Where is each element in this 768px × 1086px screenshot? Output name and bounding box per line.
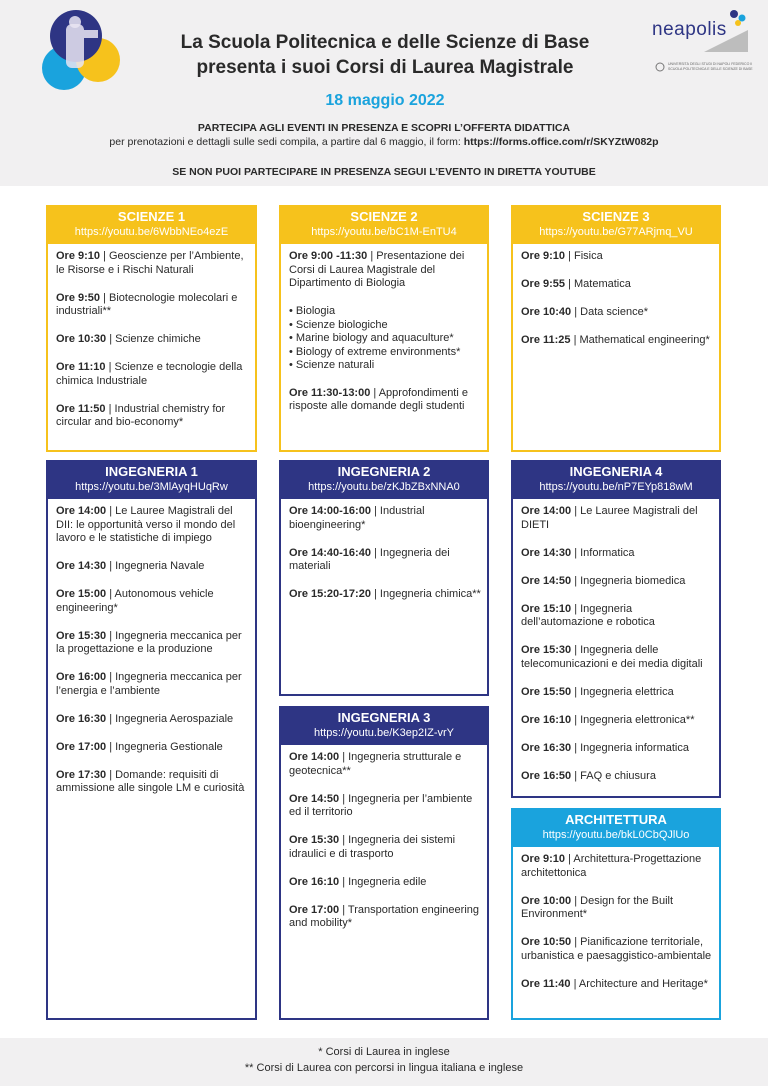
- neapolis-logo: [648, 6, 758, 76]
- schedule-list: [48, 499, 255, 796]
- schedule-item: Ore 14:40-16:40 | Ingegneria dei materiali: [289, 546, 450, 572]
- youtube-link[interactable]: https://youtu.be/bC1M-EnTU4: [311, 226, 457, 238]
- schedule-item: Ore 14:30 | Ingegneria Navale: [56, 560, 205, 572]
- schedule-item: Ore 16:00 | Ingegneria meccanica per l’energia e l’ambiente: [56, 671, 242, 697]
- schedule-item: Ore 14:00 | Le Lauree Magistrali del DIETI: [521, 505, 698, 531]
- registration-text: per prenotazioni e dettagli sulle sedi compila, a partire dal 6 maggio, il form:: [109, 136, 464, 148]
- card-title: INGEGNERIA 4: [569, 464, 663, 479]
- schedule-item: Ore 16:50 | FAQ e chiusura: [521, 769, 656, 782]
- card-title: INGEGNERIA 1: [105, 464, 198, 479]
- schedule-item: Ore 16:30 | Ingegneria informatica: [521, 741, 689, 754]
- card-header: [281, 708, 487, 745]
- schedule-item: Ore 15:30 | Ingegneria delle telecomunicazioni e dei media digitali: [521, 644, 703, 670]
- title-line-2: presenta i suoi Corsi di Laurea Magistrale: [196, 57, 574, 78]
- youtube-link[interactable]: https://youtu.be/6WbbNEo4ezE: [74, 226, 229, 238]
- youtube-live-notice: SE NON PUOI PARTECIPARE IN PRESENZA SEGUI L’EVENTO IN DIRETTA YOUTUBE: [172, 166, 596, 178]
- schedule-item: Ore 9:00 -11:30 | Presentazione dei Corsi di Laurea Magistrale del Dipartimento di Biologia: [289, 250, 465, 289]
- card-title: INGEGNERIA 3: [337, 710, 431, 725]
- schedule-list: [48, 244, 255, 430]
- youtube-link[interactable]: https://youtu.be/3MlAyqHUqRw: [75, 481, 228, 493]
- course-bullet-list: [289, 305, 481, 373]
- schedule-item: Ore 15:10 | Ingegneria dell’automazione e robotica: [521, 602, 655, 628]
- schedule-item: Ore 14:00-16:00 | Industrial bioengineering*: [289, 505, 425, 531]
- schedule-list: [513, 244, 719, 348]
- card-title: SCIENZE 1: [117, 209, 186, 224]
- card-scienze-1: [46, 205, 257, 452]
- youtube-link[interactable]: https://youtu.be/zKJbZBxNNA0: [308, 481, 460, 493]
- schedule-item: Ore 17:30 | Domande: requisiti di ammissione alle singole LM e curiosità: [56, 768, 245, 794]
- schedule-item: Ore 14:30 | Informatica: [521, 546, 635, 559]
- schedule-item: Ore 10:40 | Data science*: [521, 306, 648, 318]
- youtube-link[interactable]: https://youtu.be/G77ARjmq_VU: [539, 226, 693, 238]
- card-ingegneria-4: [511, 460, 721, 798]
- youtube-link[interactable]: https://youtu.be/K3ep2IZ-vrY: [313, 727, 455, 739]
- event-date: 18 maggio 2022: [325, 92, 445, 109]
- card-header: [281, 207, 487, 244]
- schedule-item: Ore 14:00 | Le Lauree Magistrali del DII: le opportunità verso il mondo del lavoro e le statistiche di impiego: [56, 505, 236, 544]
- schedule-item: Ore 16:10 | Ingegneria elettronica**: [521, 713, 695, 726]
- list-item: • Scienze naturali: [289, 359, 481, 373]
- card-header: [281, 462, 487, 499]
- schedule-item: Ore 9:10 | Fisica: [521, 250, 603, 262]
- schedule-list: [281, 244, 487, 414]
- schedule-item: Ore 9:10 | Geoscienze per l’Ambiente, le Risorse e i Rischi Naturali: [56, 250, 244, 276]
- card-scienze-2: [279, 205, 489, 452]
- registration-form-link[interactable]: https://forms.office.com/r/SKYZtW082p: [463, 136, 659, 148]
- schedule-list: [281, 499, 487, 602]
- card-header: [48, 207, 255, 244]
- schedule-item: Ore 16:10 | Ingegneria edile: [289, 875, 427, 888]
- card-header: [513, 207, 719, 244]
- neapolis-wordmark: neapolis: [652, 19, 727, 40]
- card-title: ARCHITETTURA: [565, 812, 667, 827]
- youtube-link[interactable]: https://youtu.be/bkL0CbQJlUo: [542, 829, 690, 841]
- schedule-item: Ore 10:00 | Design for the Built Environment*: [521, 894, 674, 920]
- neapolis-sub2: SCUOLA POLITECNICA E DELLE SCIENZE DI BASE: [668, 67, 753, 71]
- schedule-item: Ore 11:25 | Mathematical engineering*: [521, 334, 710, 346]
- schedule-item: Ore 15:20-17:20 | Ingegneria chimica**: [289, 588, 481, 600]
- card-ingegneria-2: [279, 460, 489, 696]
- schedule-item: Ore 9:50 | Biotecnologie molecolari e industriali**: [56, 291, 238, 317]
- page-title: [140, 30, 630, 80]
- card-title: SCIENZE 3: [582, 209, 650, 224]
- schedule-item: Ore 11:10 | Scienze e tecnologie della chimica Industriale: [56, 361, 243, 387]
- schedule-item: Ore 9:10 | Architettura-Progettazione architettonica: [521, 853, 702, 879]
- footnote-english: * Corsi di Laurea in inglese: [318, 1046, 450, 1058]
- youtube-link[interactable]: https://youtu.be/nP7EYp818wM: [539, 481, 693, 493]
- schedule-item: Ore 15:30 | Ingegneria meccanica per la progettazione e la produzione: [56, 629, 242, 655]
- schedule-item: Ore 15:00 | Autonomous vehicle engineering*: [56, 588, 214, 614]
- schedule-item: Ore 11:30-13:00 | Approfondimenti e risposte alle domande degli studenti: [289, 386, 468, 412]
- schedule-item: Ore 15:30 | Ingegneria dei sistemi idraulici e di trasporto: [289, 834, 456, 860]
- list-item: • Scienze biologiche: [289, 319, 481, 333]
- schedule-item: Ore 11:40 | Architecture and Heritage*: [521, 977, 708, 990]
- schedule-item: Ore 15:50 | Ingegneria elettrica: [521, 685, 674, 698]
- card-header: [513, 462, 719, 499]
- card-architettura: [511, 808, 721, 1020]
- partecipa-heading: PARTECIPA AGLI EVENTI IN PRESENZA E SCOPRI L’OFFERTA DIDATTICA: [197, 122, 571, 134]
- schedule-item: Ore 14:00 | Ingegneria strutturale e geotecnica**: [289, 751, 462, 777]
- registration-line: [40, 136, 728, 148]
- schedule-item: Ore 10:30 | Scienze chimiche: [56, 333, 201, 345]
- list-item: • Marine biology and aquaculture*: [289, 332, 481, 346]
- schedule-item: Ore 17:00 | Transportation engineering and mobility*: [289, 903, 479, 929]
- list-item: • Biologia: [289, 305, 481, 319]
- neapolis-sub1: UNIVERSITÀ DEGLI STUDI DI NAPOLI FEDERICO II: [668, 62, 753, 66]
- schedule-item: Ore 16:30 | Ingegneria Aerospaziale: [56, 712, 234, 725]
- schedule-list: [281, 745, 487, 931]
- card-ingegneria-3: [279, 706, 489, 1020]
- card-header: [513, 810, 719, 847]
- card-title: INGEGNERIA 2: [337, 464, 431, 479]
- schedule-item: Ore 14:50 | Ingegneria biomedica: [521, 574, 686, 587]
- schedule-item: Ore 17:00 | Ingegneria Gestionale: [56, 740, 223, 753]
- school-logo-icon: [36, 8, 126, 92]
- card-title: SCIENZE 2: [350, 209, 418, 224]
- list-item: • Biology of extreme environments*: [289, 346, 481, 360]
- card-scienze-3: [511, 205, 721, 452]
- title-line-1: La Scuola Politecnica e delle Scienze di Base: [180, 32, 590, 53]
- schedule-list: [513, 499, 719, 783]
- schedule-item: Ore 9:55 | Matematica: [521, 278, 631, 290]
- footnote-bilingual: ** Corsi di Laurea con percorsi in lingua italiana e inglese: [244, 1062, 524, 1074]
- schedule-list: [513, 847, 719, 991]
- schedule-item: Ore 10:50 | Pianificazione territoriale, urbanistica e paesaggistico-ambientale: [521, 936, 712, 962]
- schedule-item: Ore 11:50 | Industrial chemistry for circular and bio-economy*: [56, 402, 226, 428]
- schedule-item: Ore 14:50 | Ingegneria per l’ambiente ed il territorio: [289, 792, 473, 818]
- card-header: [48, 462, 255, 499]
- card-ingegneria-1: [46, 460, 257, 1020]
